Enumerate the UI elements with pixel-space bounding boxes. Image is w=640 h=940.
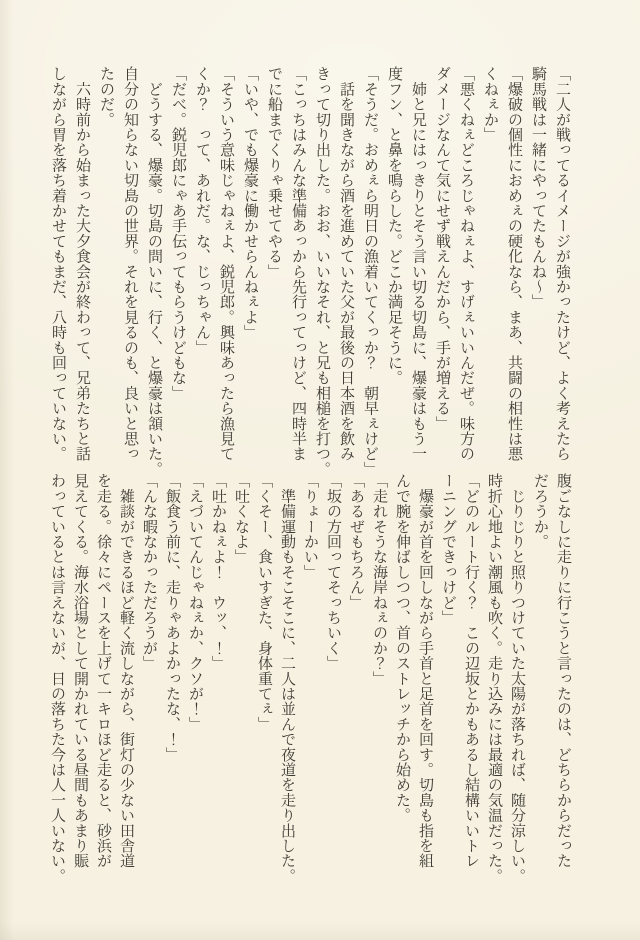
text-line: 雑談ができるほど軽く流しながら、街灯の少ない田舎道 xyxy=(118,473,134,869)
text-line: じりじりと照りつけていた太陽が落ちれば、随分涼しい。 xyxy=(509,473,525,884)
text-line: ーニングできっけど」 xyxy=(440,473,456,625)
text-line: 「坂の方回ってそっちいく」 xyxy=(325,473,341,671)
text-line: 「りょーかい」 xyxy=(302,473,318,580)
text-line: 準備運動もそこそこに、二人は並んで夜道を走り出した。 xyxy=(279,473,295,884)
text-line: 姉と兄にはっきりとそう言い切る切島に、爆豪はもう一 xyxy=(410,66,426,462)
text-line: 度フン、と鼻を鳴らした。どこか満足そうに。 xyxy=(386,66,402,386)
text-line: しながら胃を落ち着かせてもまだ、八時も回っていない。 xyxy=(50,66,66,462)
text-line: きって切り出した。おお、いいなそれ、と兄も相槌を打つ。 xyxy=(314,66,330,477)
text-line: 「そうだ。おめぇら明日の漁着いてくっか？ 朝早ぇけど」 xyxy=(362,66,378,477)
upper-text-block xyxy=(46,66,574,477)
text-line: 六時前から始まった大夕食会が終わって、兄弟たちと話 xyxy=(74,66,90,462)
text-line: 騎馬戦は一緒にやってたもんね〜」 xyxy=(530,66,546,310)
lower-text-block xyxy=(45,473,574,884)
text-line: 話を聞きながら酒を進めていた父が最後の日本酒を飲み xyxy=(338,66,354,462)
text-line: ダメージなんて気にせず戦えんだから、手が増える」 xyxy=(434,66,450,431)
text-line: 「二人が戦ってるイメージが強かったけど、よく考えたら xyxy=(554,66,570,462)
text-line: 腹ごなしに走りに行こうと言ったのは、どちらからだった xyxy=(555,473,571,869)
text-line: どうする、爆豪。切島の問いに、行く、と爆豪は頷いた。 xyxy=(146,66,162,477)
text-line: んで腕を伸ばしつつ、首のストレッチから始めた。 xyxy=(394,473,410,823)
text-line: 時折心地よい潮風も吹く。走り込みには最適の気温だった。 xyxy=(486,473,502,884)
text-line: 「走れそうな海岸ねぇのか？」 xyxy=(371,473,387,686)
text-line: だろうか。 xyxy=(532,473,548,549)
text-line: 「いや、でも爆豪に働かせらんねぇよ」 xyxy=(242,66,258,340)
text-line: 「んな暇なかっただろうが」 xyxy=(141,473,157,671)
text-line: 爆豪が首を回しながら手首と足首を回す。切島も指を組 xyxy=(417,473,433,869)
text-line: 見えてくる。海水浴場として開かれている昼間もあまり賑 xyxy=(72,473,88,869)
text-line: 自分の知らない切島の世界。それを見るのも、良いと思っ xyxy=(122,66,138,462)
text-line: 「吐かねぇよ！ ウッ、！」 xyxy=(210,473,226,671)
text-line: くねぇか」 xyxy=(482,66,498,142)
text-line: を走る。徐々にペースを上げて一キロほど走ると、砂浜が xyxy=(95,473,111,869)
text-line: 「そういう意味じゃねぇよ、鋭児郎。興味あったら漁見て xyxy=(218,66,234,462)
text-line: 「爆破の個性におめぇの硬化なら、まあ、共闘の相性は悪 xyxy=(506,66,522,462)
text-line: 「悪くねぇどころじゃねぇよ、すげぇいいんだぜ。味方の xyxy=(458,66,474,462)
text-line: 「どのルート行く？ この辺坂とかもあるし結構いいトレ xyxy=(463,473,479,869)
text-line: でに船までくりゃ乗せてやる」 xyxy=(266,66,282,279)
text-line: くか？ って、あれだ。な、じっちゃん」 xyxy=(194,66,210,355)
text-line: 「こっちはみんな準備あっから先行ってっけど、四時半ま xyxy=(290,66,306,462)
text-line: 「えづいてんじゃねぇか、クソが！」 xyxy=(187,473,203,732)
text-line: 「だべ。鋭児郎にゃあ手伝ってもらうけどもな」 xyxy=(170,66,186,401)
text-line: 「吐くなよ」 xyxy=(233,473,249,565)
text-line: 「あるぜもちろん」 xyxy=(348,473,364,610)
text-line: たのだ。 xyxy=(98,66,114,127)
text-line: 「くそー、食いすぎた、身体重てぇ」 xyxy=(256,473,272,732)
text-line: 「飯食う前に、走りゃあよかったな、！」 xyxy=(164,473,180,762)
text-line: わっているとは言えないが、日の落ちた今は人一人いない。 xyxy=(49,473,65,884)
